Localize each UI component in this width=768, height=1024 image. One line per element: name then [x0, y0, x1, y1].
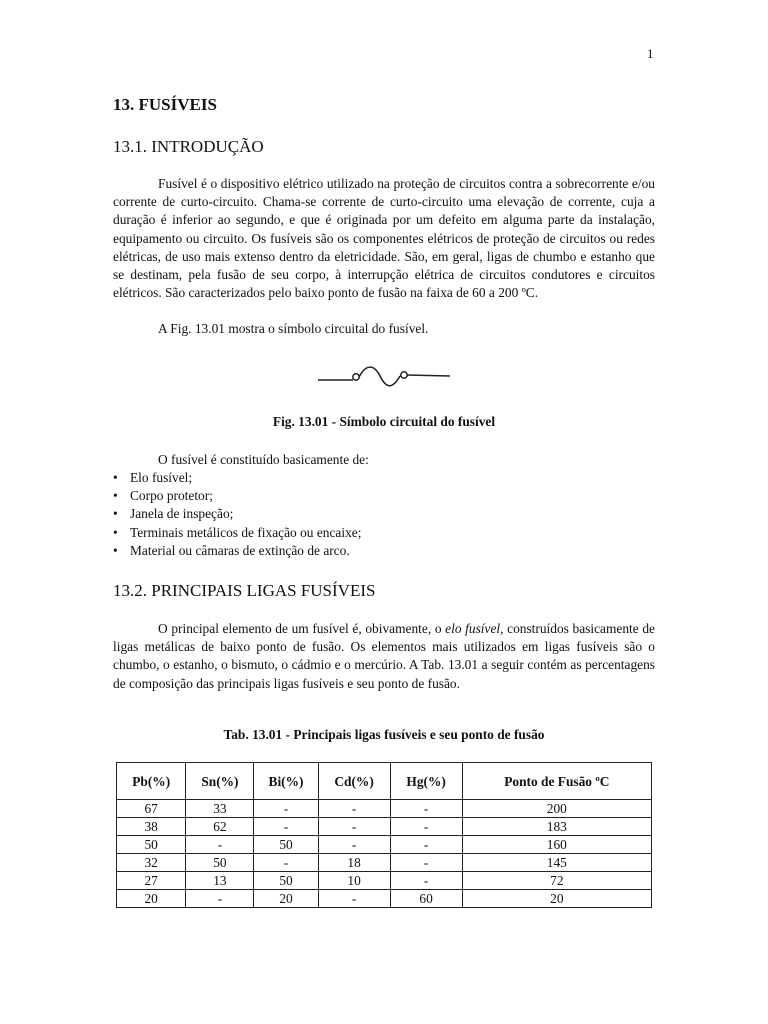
- list-item: • Elo fusível;: [113, 469, 361, 487]
- table-cell: -: [318, 890, 390, 908]
- table-header-row: [117, 763, 652, 800]
- table-cell: -: [390, 800, 462, 818]
- table-cell: -: [254, 800, 318, 818]
- ligas-paragraph-start: O principal elemento de um fusível é, obivamente, o: [158, 621, 446, 636]
- table-cell: 13: [186, 872, 254, 890]
- table-cell: 10: [318, 872, 390, 890]
- intro-paragraph: [113, 175, 655, 302]
- fuse-terminal-right: [401, 372, 407, 378]
- alloys-table: [116, 762, 652, 908]
- table-cell: -: [318, 800, 390, 818]
- header-melting-point: Ponto de Fusão ºC: [462, 763, 651, 800]
- table-cell: 20: [254, 890, 318, 908]
- header-cd: Cd(%): [318, 763, 390, 800]
- table-cell: -: [390, 836, 462, 854]
- table-cell: 200: [462, 800, 651, 818]
- header-bi: Bi(%): [254, 763, 318, 800]
- section-heading-ligas: 13.2. PRINCIPAIS LIGAS FUSÍVEIS: [113, 581, 376, 600]
- ligas-paragraph: [113, 620, 655, 693]
- fuse-lead-right: [407, 375, 450, 376]
- table-cell: 50: [186, 854, 254, 872]
- header-pb: Pb(%): [117, 763, 186, 800]
- table-row: [117, 836, 652, 854]
- table-row: [117, 800, 652, 818]
- header-sn: Sn(%): [186, 763, 254, 800]
- table-cell: -: [186, 890, 254, 908]
- table-cell: 50: [254, 836, 318, 854]
- table-cell: 38: [117, 818, 186, 836]
- list-item: • Material ou câmaras de extinção de arco.: [113, 542, 361, 560]
- figure-reference-paragraph: [113, 320, 655, 338]
- table-cell: 62: [186, 818, 254, 836]
- table-row: [117, 854, 652, 872]
- fuse-terminal-left: [353, 374, 359, 380]
- table-caption: Tab. 13.01 - Principais ligas fusíveis e seu ponto de fusão: [223, 727, 545, 742]
- table-cell: 160: [462, 836, 651, 854]
- table-cell: 50: [117, 836, 186, 854]
- table-row: [117, 818, 652, 836]
- table-cell: -: [254, 854, 318, 872]
- table-row: [117, 890, 652, 908]
- table-cell: -: [390, 872, 462, 890]
- table-cell: 72: [462, 872, 651, 890]
- table-cell: -: [186, 836, 254, 854]
- intro-paragraph-text: Fusível é o dispositivo elétrico utilizado na proteção de circuitos contra a sobrecorrente e/ou corrente de curto-circuito. Chama-se corrente de curto-circuito uma elevação de corrente, cuja a duração é inferior ao segundo, e que é originada por um defeito em alguma parte da instalação, equipamento ou circuito. Os fusíveis são os componentes elétricos de proteção de circuitos ou redes elétricas, de uso mais extenso dentro da eletricidade. São, em geral, ligas de chumbo e estanho que se destinam, pela fusão de seu corpo, à interrupção elétrica de circuitos condutores e circuitos elétricos. São caracterizados pelo baixo ponto de fusão na faixa de 60 a 200 ºC.: [113, 176, 655, 301]
- table-cell: -: [390, 818, 462, 836]
- table-cell: 183: [462, 818, 651, 836]
- section-heading-introduction: 13.1. INTRODUÇÃO: [113, 137, 264, 156]
- fuse-symbol-figure: [316, 362, 452, 390]
- table-cell: 20: [117, 890, 186, 908]
- table-cell: 27: [117, 872, 186, 890]
- list-item: • Corpo protetor;: [113, 487, 361, 505]
- list-item: • Janela de inspeção;: [113, 505, 361, 523]
- fuse-parts-intro-text: O fusível é constituído basicamente de:: [158, 452, 369, 467]
- table-cell: 145: [462, 854, 651, 872]
- table-cell: -: [318, 818, 390, 836]
- table-cell: 32: [117, 854, 186, 872]
- fuse-parts-list: [113, 469, 361, 560]
- table-cell: 50: [254, 872, 318, 890]
- page-number: 1: [647, 46, 654, 61]
- table-cell: -: [254, 818, 318, 836]
- elo-fusivel-emphasis: elo fusível: [445, 621, 501, 636]
- table-cell: 33: [186, 800, 254, 818]
- table-cell: 20: [462, 890, 651, 908]
- table-cell: -: [390, 854, 462, 872]
- figure-reference-text: A Fig. 13.01 mostra o símbolo circuital do fusível.: [158, 321, 429, 336]
- list-item: • Terminais metálicos de fixação ou encaixe;: [113, 524, 361, 542]
- fuse-parts-intro: [113, 451, 655, 469]
- chapter-title: 13. FUSÍVEIS: [113, 95, 217, 114]
- table-cell: 60: [390, 890, 462, 908]
- header-hg: Hg(%): [390, 763, 462, 800]
- fuse-link-curve: [359, 367, 400, 386]
- table-cell: 67: [117, 800, 186, 818]
- table-row: [117, 872, 652, 890]
- table-cell: -: [318, 836, 390, 854]
- table-cell: 18: [318, 854, 390, 872]
- figure-caption: Fig. 13.01 - Símbolo circuital do fusível: [272, 414, 496, 429]
- ligas-paragraph-end: , construídos basicamente de ligas metálicas de baixo ponto de fusão. Os elementos mais utilizados em ligas fusíveis são o chumbo, o estanho, o bismuto, o cádmio e o mercúrio. A Tab. 13.01 a seguir contém as percentagens de composição das principais ligas fusíveis e seu ponto de fusão.: [113, 621, 655, 691]
